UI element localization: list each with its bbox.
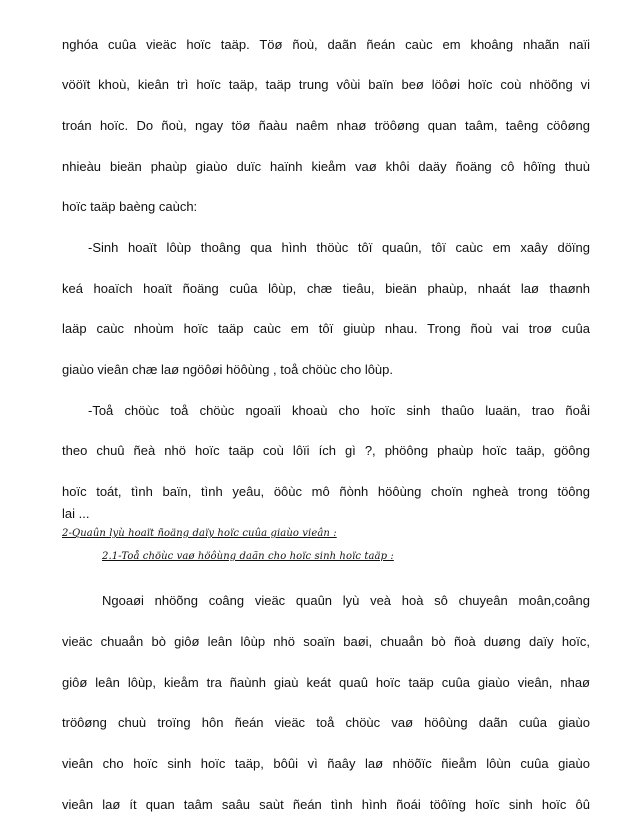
text-line: lai ... — [62, 506, 90, 521]
text-line: vieäc chuaån bò giôø leân lôùp nhö soaïn baøi, chuaån bò ñoà duøng daïy hoïc, — [62, 634, 590, 649]
text-line: keá hoaïch hoaït ñoäng cuûa lôùp, chæ tieâu, bieän phaùp, nhaát laø thaønh — [62, 281, 590, 296]
text-line: laäp caùc nhoùm hoïc taäp caùc em tôï giuùp nhau. Trong ñoù vai troø cuûa — [62, 321, 590, 336]
text-line: theo chuû ñeà nhö hoïc taäp coù lôïi ích gì ?, phöông phaùp hoïc taäp, göông — [62, 443, 590, 458]
text-line: troán hoïc. Do ñoù, ngay töø ñaàu naêm nhaø tröôøng quan taâm, taêng cöôøng — [62, 118, 590, 133]
text-line: nhieàu bieän phaùp giaùo duïc haïnh kieåm vaø khôi daäy ñoäng cô hôïng thuù — [62, 159, 590, 174]
text-line: hoïc toát, tình baïn, tình yeâu, öôùc mô ñònh höôùng choïn ngheà trong töông — [62, 484, 590, 499]
text-line: hoïc taäp baèng caùch: — [62, 199, 198, 214]
section-heading: 2-Quaûn lyù hoaït ñoäng daïy hoïc cuûa giaùo vieân : — [62, 528, 337, 539]
text-line: Ngoaøi nhöõng coâng vieäc quaûn lyù veà hoà sô chuyeân moân,coâng — [102, 593, 590, 608]
text-line: giaùo vieân chæ laø ngöôøi höôùng , toå chöùc cho lôùp. — [62, 362, 394, 377]
text-line: vööït khoù, kieân trì hoïc taäp, taäp trung vôùi baïn beø löôøi hoïc coù nhöõng vi — [62, 77, 590, 92]
text-line: giôø leân lôùp, kieåm tra ñaùnh giaù keát quaû hoïc taäp cuûa giaùo vieân, nhaø — [62, 675, 590, 690]
subsection-heading: 2.1-Toå chöùc vaø höôùng daãn cho hoïc sinh hoïc taäp : — [102, 551, 394, 562]
text-line: nghóa cuûa vieäc hoïc taäp. Töø ñoù, daãn ñeán caùc em khoâng nhaãn naïi — [62, 37, 590, 52]
text-line: -Toå chöùc toå chöùc ngoaïi khoaù cho hoïc sinh thaûo luaän, trao ñoåi — [88, 403, 590, 418]
text-line: vieân cho hoïc sinh hoïc taäp, bôûi vì ñaây laø nhöõïc ñieåm lôùn cuûa giaùo — [62, 756, 590, 771]
text-line: -Sinh hoaït lôùp thoâng qua hình thöùc tôï quaûn, tôï caùc em xaây döïng — [88, 240, 590, 255]
text-line: vieân laø ít quan taâm saâu saùt ñeán tình hình ñoái töôïng hoïc sinh hoïc ôû — [62, 797, 590, 812]
text-line: tröôøng chuù troïng hôn ñeán vieäc toå chöùc vaø höôùng daãn cuûa giaùo — [62, 715, 590, 730]
